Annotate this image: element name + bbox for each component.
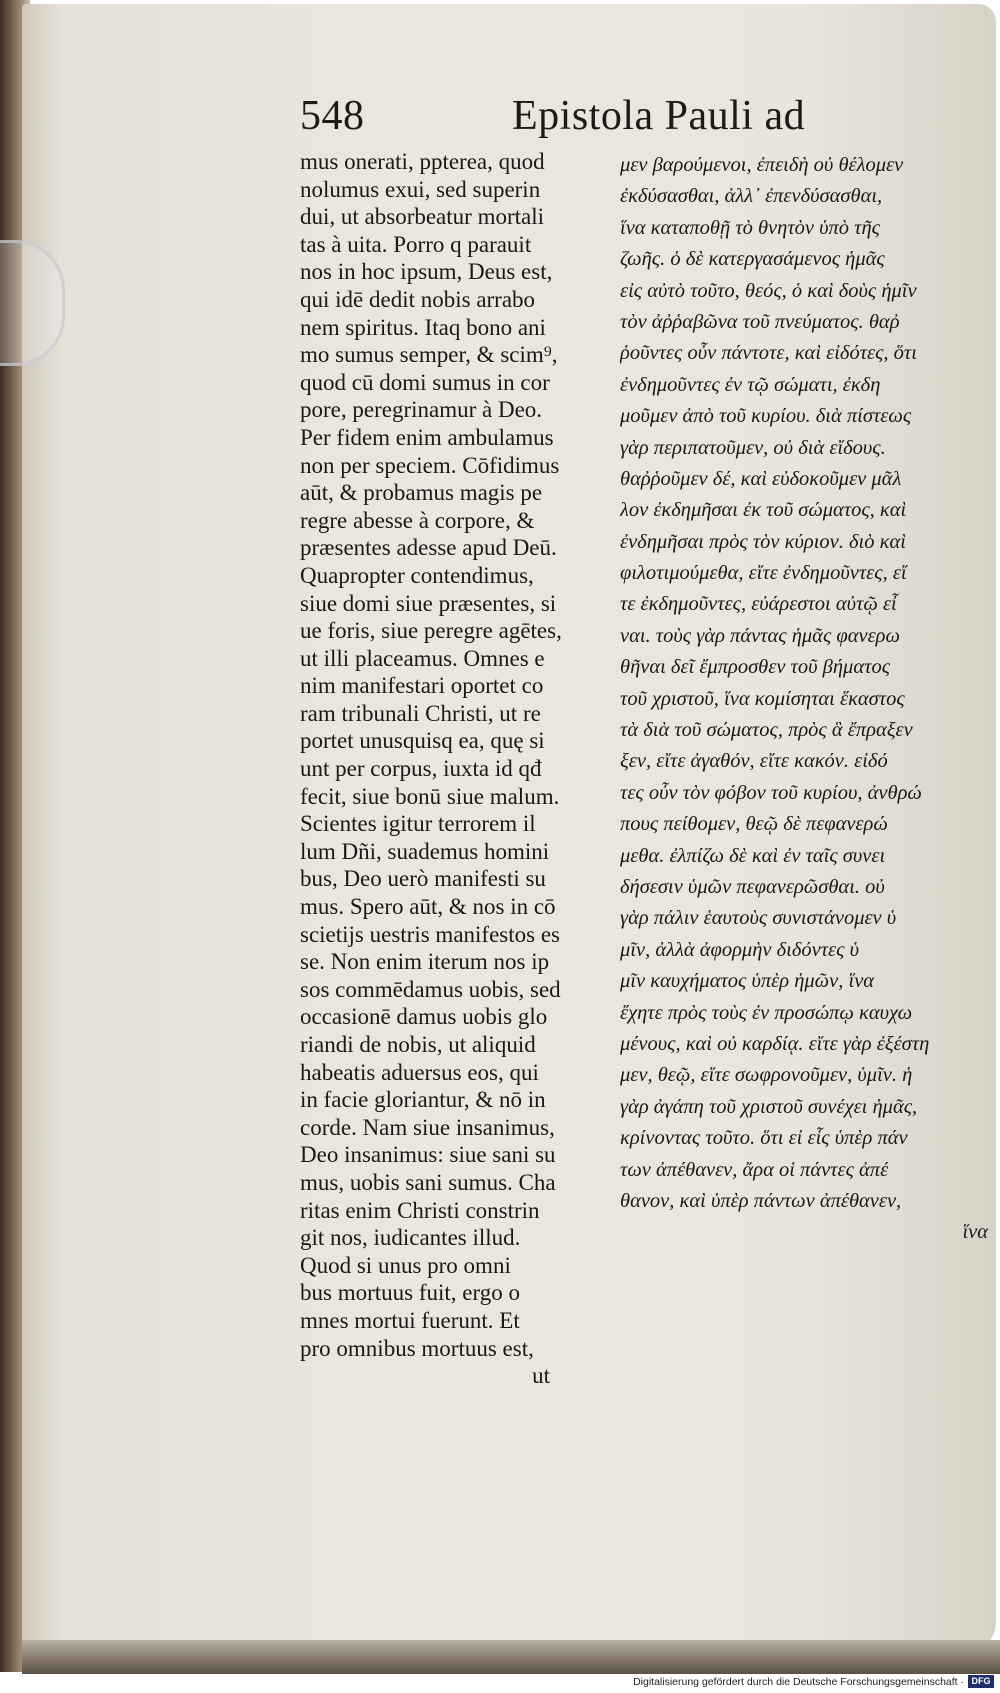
latin-line: habeatis aduersus eos, qui xyxy=(300,1059,539,1085)
greek-line: ἐνδημοῦντες ἐν τῷ σώματι, ἐκδη xyxy=(620,373,881,396)
latin-line: nim manifestari oportet co xyxy=(300,673,544,699)
latin-line: nem spiritus. Itaq bono ani xyxy=(300,314,546,340)
latin-line: ram tribunali Christi, ut re xyxy=(300,700,541,726)
greek-line: μοῦμεν ἀπὸ τοῦ κυρίου. διὰ πίστεως xyxy=(620,405,912,428)
latin-line: tas à uita. Porro q parauit xyxy=(300,231,532,257)
latin-line: mnes mortui fuerunt. Et xyxy=(300,1307,520,1333)
latin-line: unt per corpus, iuxta id qđ xyxy=(300,756,542,782)
latin-catchword: ut xyxy=(532,1363,550,1389)
latin-line: Quapropter contendimus, xyxy=(300,562,534,588)
latin-line: ue foris, siue peregre agētes, xyxy=(300,618,562,644)
greek-line: πους πείθομεν, θεῷ δὲ πεφανερώ xyxy=(620,813,888,836)
latin-line: quod cū domi sumus in cor xyxy=(300,369,550,395)
latin-line: bus, Deo uerò manifesti su xyxy=(300,866,546,892)
running-title: Epistola Pauli ad xyxy=(512,93,806,139)
latin-line: ut illi placeamus. Omnes e xyxy=(300,645,545,671)
latin-line: regre abesse à corpore, & xyxy=(300,507,535,533)
latin-line: Scientes igitur terrorem il xyxy=(300,811,536,837)
greek-line: ζωῆς. ὁ δὲ κατεργασάμενος ἡμᾶς xyxy=(620,248,885,271)
greek-line: θαῤῥοῦμεν δέ, καὶ εὐδοκοῦμεν μᾶλ xyxy=(620,467,902,490)
latin-line: dui, ut absorbeatur mortali xyxy=(300,204,544,230)
latin-line: pro omnibus mortuus est, xyxy=(300,1335,534,1361)
greek-line: εἰς αὐτὸ τοῦτο, θεός, ὁ καὶ δοὺς ἡμῖν xyxy=(620,279,917,302)
latin-line: aūt, & probamus magis pe xyxy=(300,480,543,506)
digitization-credit: Digitalisierung gefördert durch die Deutsche Forschungsgemeinschaft · xyxy=(633,1676,964,1688)
greek-line: τὸν ἀῤῥαβῶνα τοῦ πνεύματος. θαῤ xyxy=(620,310,900,333)
page-number: 548 xyxy=(300,93,365,139)
latin-line: siue domi siue præsentes, si xyxy=(300,590,557,616)
latin-line: Per fidem enim ambulamus xyxy=(300,424,554,450)
greek-line: μῖν καυχήματος ὑπὲρ ἡμῶν, ἵνα xyxy=(620,970,875,993)
greek-line: μεν, θεῷ, εἴτε σωφρονοῦμεν, ὑμῖν. ἡ xyxy=(620,1064,913,1087)
greek-catchword: ἵνα xyxy=(962,1221,988,1244)
latin-line: Quod si unus pro omni xyxy=(300,1252,511,1278)
greek-line: μῖν, ἀλλὰ ἀφορμὴν διδόντες ὑ xyxy=(620,938,859,961)
latin-line: qui idē dedit nobis arrabo xyxy=(300,286,536,312)
latin-line: git nos, iudicantes illud. xyxy=(300,1225,521,1251)
greek-line: μένους, καὶ οὐ καρδίᾳ. εἴτε γὰρ ἐξέστη xyxy=(620,1032,930,1055)
greek-line: ῥοῦντες οὖν πάντοτε, καὶ εἰδότες, ὅτι xyxy=(620,342,917,365)
greek-line: ἐκδύσασθαι, ἀλλ᾽ ἐπενδύσασθαι, xyxy=(620,185,883,208)
greek-line: λον ἐκδημῆσαι ἐκ τοῦ σώματος, καὶ xyxy=(620,499,907,522)
greek-column xyxy=(620,150,992,1249)
greek-line: τὰ διὰ τοῦ σώματος, πρὸς ἃ ἔπραξεν xyxy=(620,719,913,742)
greek-line: μεθα. ἐλπίζω δὲ καὶ ἐν ταῖς συνει xyxy=(620,844,886,867)
greek-line: ναι. τοὺς γὰρ πάντας ἡμᾶς φανερω xyxy=(620,624,900,647)
latin-line: ritas enim Christi constrin xyxy=(300,1197,540,1223)
latin-line: mus. Spero aūt, & nos in cō xyxy=(300,894,556,920)
latin-line: corde. Nam siue insanimus, xyxy=(300,1114,555,1140)
greek-line: φιλοτιμούμεθα, εἴτε ἐνδημοῦντες, εἴ xyxy=(620,562,907,585)
latin-line: in facie gloriantur, & nō in xyxy=(300,1087,546,1113)
latin-line: nos in hoc ipsum, Deus est, xyxy=(300,259,553,285)
latin-line: portet unusquisq ea, quę si xyxy=(300,728,545,754)
greek-line: κρίνοντας τοῦτο. ὅτι εἰ εἷς ὑπὲρ πάν xyxy=(620,1127,908,1150)
greek-line: θανον, καὶ ὑπὲρ πάντων ἀπέθανεν, xyxy=(620,1189,902,1212)
latin-line: occasionē damus uobis glo xyxy=(300,1004,548,1030)
greek-line: ἵνα καταποθῇ τὸ θνητὸν ὑπὸ τῆς xyxy=(620,216,881,239)
latin-line: pore, peregrinamur à Deo. xyxy=(300,397,543,423)
page-header xyxy=(300,92,820,152)
latin-line: fecit, siue bonū siue malum. xyxy=(300,783,560,809)
latin-line: sos commēdamus uobis, sed xyxy=(300,976,561,1002)
greek-line: τοῦ χριστοῦ, ἵνα κομίσηται ἕκαστος xyxy=(620,687,905,710)
latin-line: Deo insanimus: siue sani su xyxy=(300,1142,556,1168)
greek-line: δήσεσιν ὑμῶν πεφανερῶσθαι. οὐ xyxy=(620,875,885,898)
greek-line: γὰρ ἀγάπη τοῦ χριστοῦ συνέχει ἡμᾶς, xyxy=(620,1095,918,1118)
latin-line: riandi de nobis, ut aliquid xyxy=(300,1032,536,1057)
latin-column xyxy=(300,148,600,1390)
greek-line: τε ἐκδημοῦντες, εὐάρεστοι αὐτῷ εἶ xyxy=(620,593,897,616)
latin-line: non per speciem. Cōfidimus xyxy=(300,452,560,478)
latin-line: lum Dñi, suademus homini xyxy=(300,838,550,864)
greek-line: γὰρ περιπατοῦμεν, οὐ διὰ εἴδους. xyxy=(620,436,886,459)
greek-line: ξεν, εἴτε ἀγαθόν, εἴτε κακόν. εἰδό xyxy=(620,750,888,773)
dfg-logo: DFG xyxy=(968,1675,994,1688)
greek-line: θῆναι δεῖ ἔμπροσθεν τοῦ βήματος xyxy=(620,656,891,679)
latin-line: mo sumus semper, & scim⁹, xyxy=(300,342,558,368)
greek-line: ἐνδημῆσαι πρὸς τὸν κύριον. διὸ καὶ xyxy=(620,530,906,553)
greek-line: των ἀπέθανεν, ἄρα οἱ πάντες ἀπέ xyxy=(620,1158,889,1181)
latin-line: nolumus exui, sed superin xyxy=(300,176,541,202)
latin-line: bus mortuus fuit, ergo o xyxy=(300,1280,520,1306)
latin-line: mus, uobis sani sumus. Cha xyxy=(300,1169,556,1195)
page-bottom-edge xyxy=(22,1640,1000,1674)
greek-line: γὰρ πάλιν ἑαυτοὺς συνιστάνομεν ὑ xyxy=(620,907,897,930)
greek-line: μεν βαρούμενοι, ἐπειδὴ οὐ θέλομεν xyxy=(620,154,904,176)
latin-line: præsentes adesse apud Deū. xyxy=(300,535,557,561)
latin-line: se. Non enim iterum nos ip xyxy=(300,949,550,975)
greek-line: ἔχητε πρὸς τοὺς ἐν προσώπῳ καυχω xyxy=(620,1001,913,1024)
latin-line: scietijs uestris manifestos es xyxy=(300,921,560,947)
greek-line: τες οὖν τὸν φόβον τοῦ κυρίου, ἀνθρώ xyxy=(620,781,922,804)
latin-line: mus onerati, ppterea, quod xyxy=(300,149,545,174)
